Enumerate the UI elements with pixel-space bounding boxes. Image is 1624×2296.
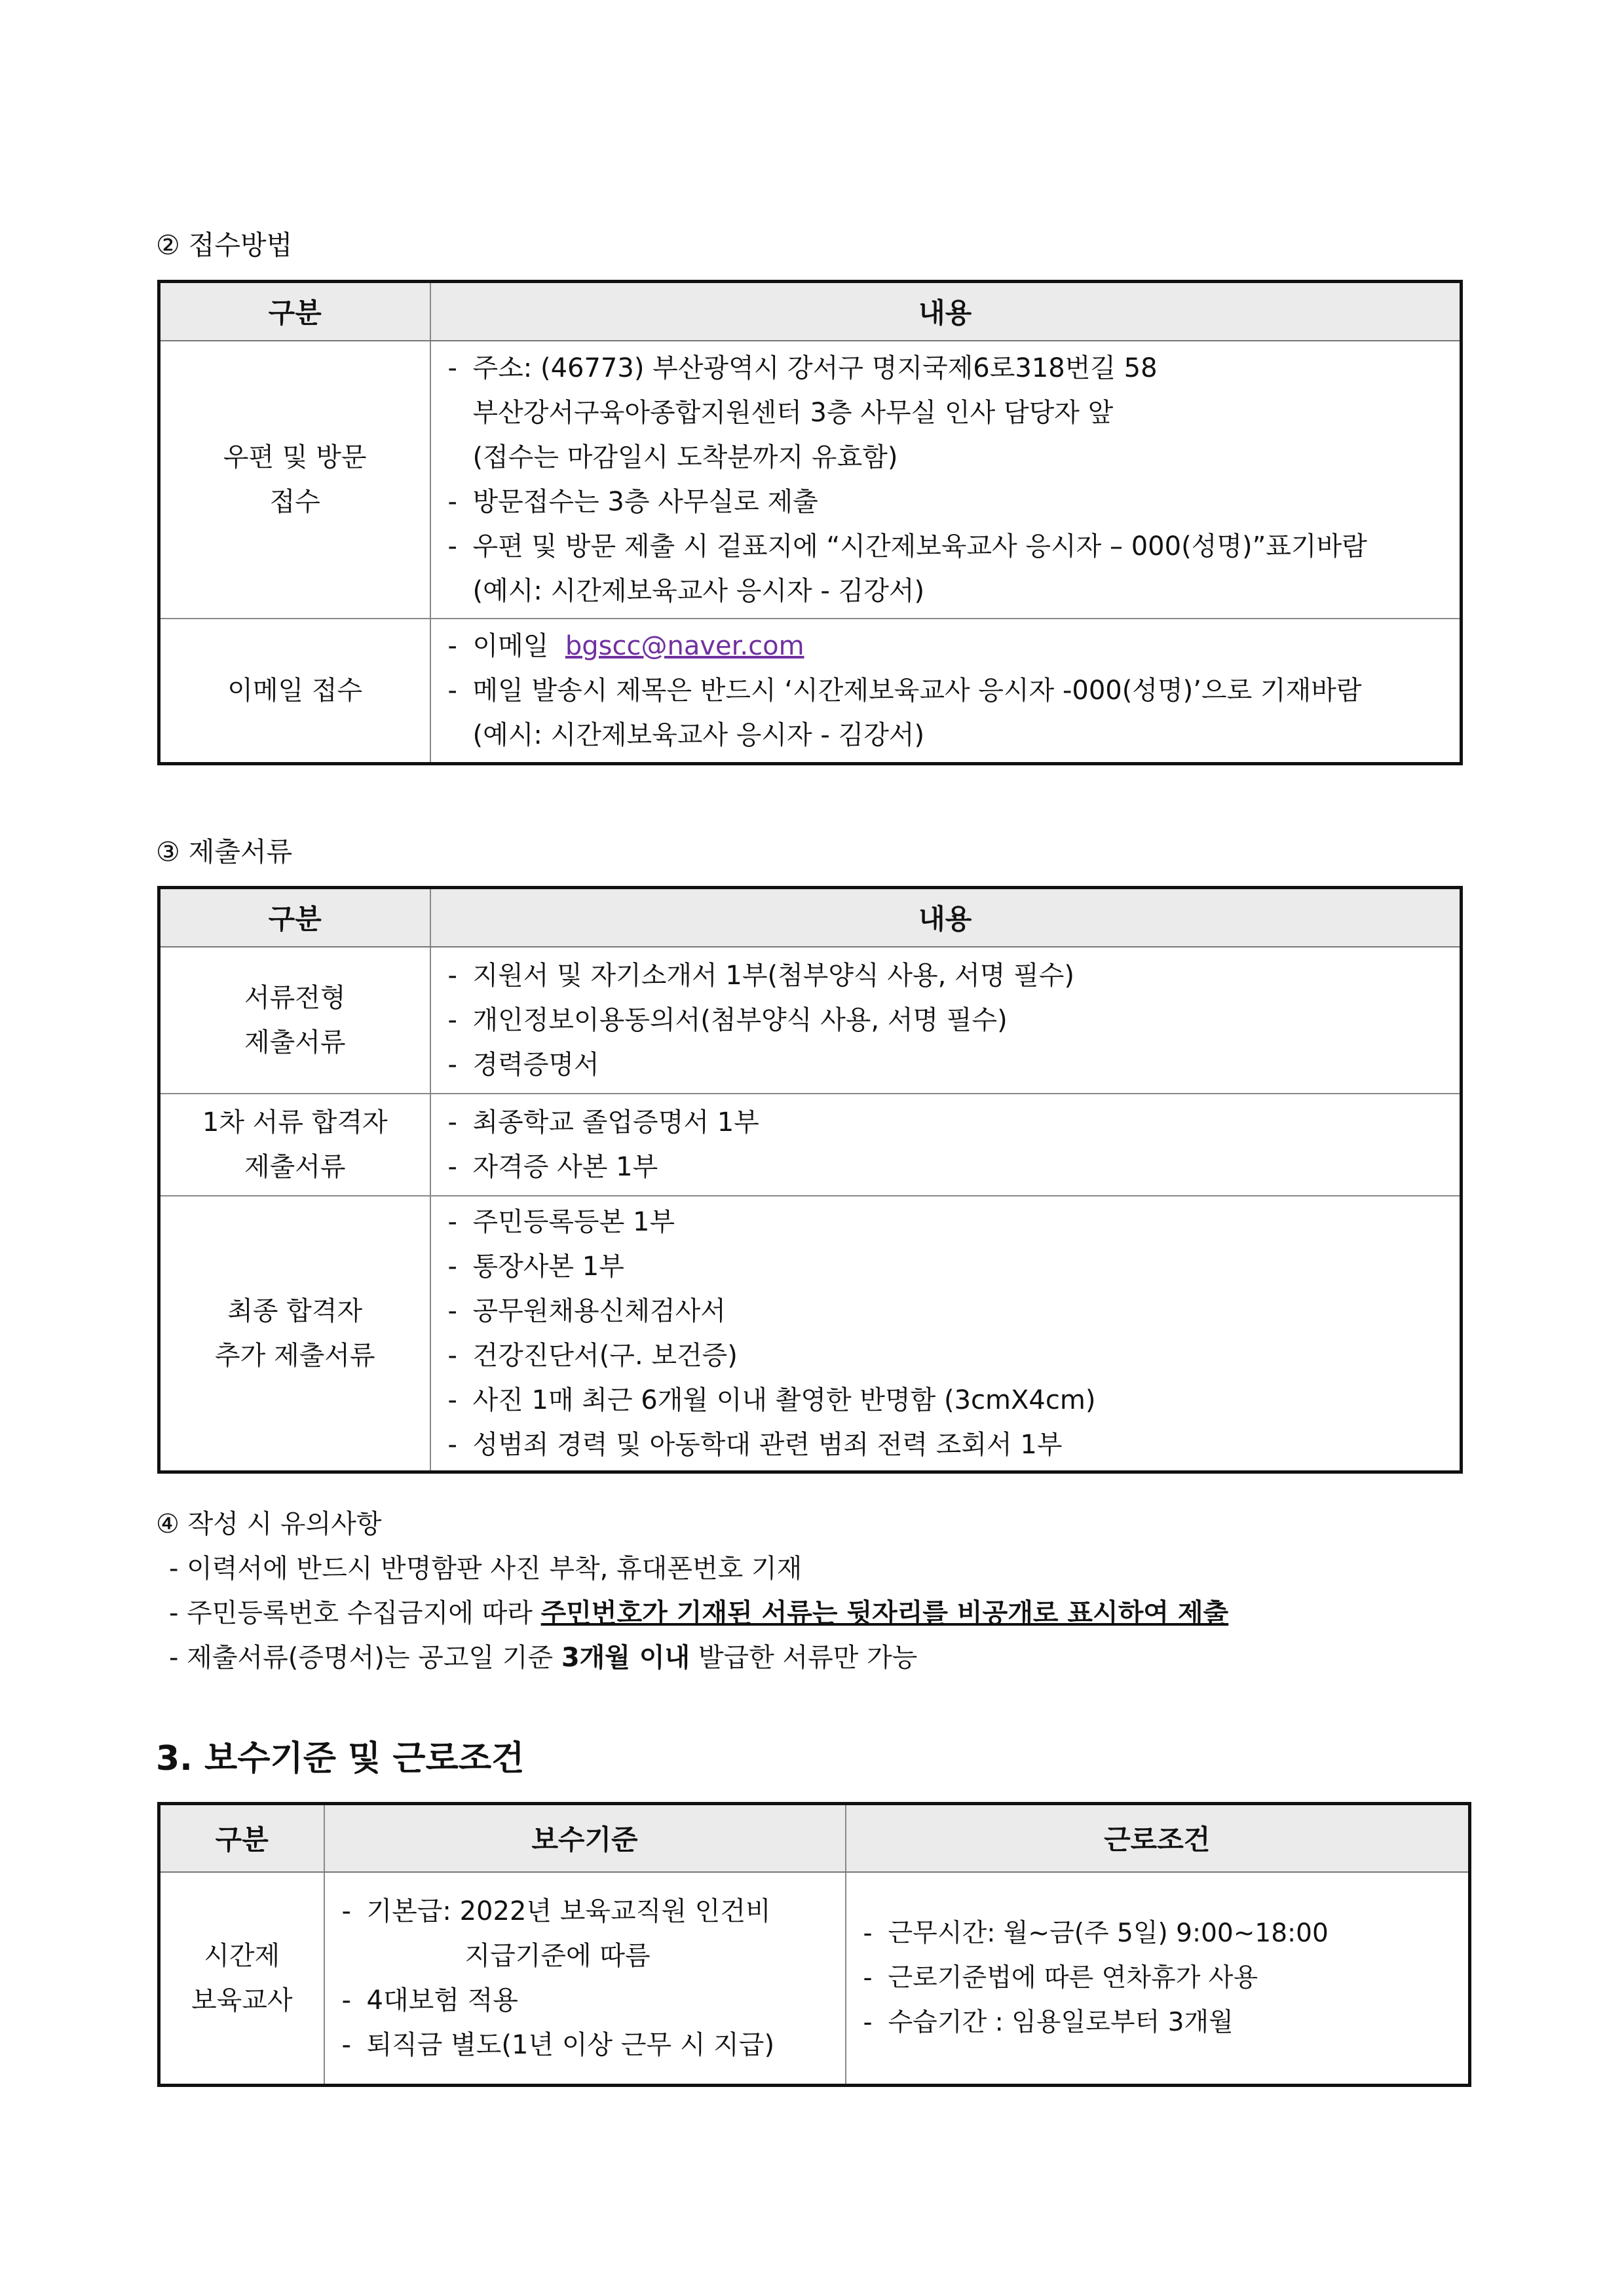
work-cell [846, 1872, 1470, 2086]
section-title-documents: ③ 제출서류 [156, 836, 293, 868]
documents-table [157, 886, 1463, 1474]
list-item: - 개인정보이용동의서(첨부양식 사용, 서명 필수) [447, 1004, 1008, 1035]
header-category: 구분 [159, 282, 430, 341]
pay-cell [324, 1872, 846, 2086]
category-line: 이메일 접수 [227, 675, 363, 706]
content-cell [430, 341, 1462, 619]
list-item: - 경력증명서 [447, 1049, 599, 1080]
list-item: - 방문접수는 3층 사무실로 제출 [447, 486, 818, 517]
list-item: (접수는 마감일시 도착분까지 유효함) [472, 442, 898, 472]
category-line: 보육교사 [191, 1985, 293, 2016]
list-item: - 기본급: 2022년 보육교직원 인건비 [341, 1896, 771, 1926]
header-category: 구분 [159, 888, 430, 947]
section-heading-pay-conditions: 3. 보수기준 및 근로조건 [156, 1739, 525, 1778]
list-item: - 자격증 사본 1부 [447, 1151, 658, 1182]
category-line: 최종 합격자 [227, 1295, 363, 1326]
category-line: 추가 제출서류 [214, 1340, 375, 1371]
content-cell [430, 1094, 1462, 1196]
list-item: - 메일 발송시 제목은 반드시 ‘시간제보육교사 응시자 -000(성명)’으로 기재바람 [447, 675, 1362, 706]
list-item: (예시: 시간제보육교사 응시자 - 김강서) [472, 575, 925, 606]
list-item: - 퇴직금 별도(1년 이상 근무 시 지급) [341, 2029, 775, 2060]
category-cell [159, 1196, 430, 1472]
list-item: 부산강서구육아종합지원센터 3층 사무실 인사 담당자 앞 [472, 397, 1114, 428]
list-item: 지급기준에 따름 [464, 1940, 651, 1971]
list-item: - 우편 및 방문 제출 시 겉표지에 “시간제보육교사 응시자 – 000(성명)”표기바람 [447, 531, 1367, 562]
header-category: 구분 [159, 1804, 324, 1872]
header-pay: 보수기준 [324, 1804, 846, 1872]
category-cell [159, 1094, 430, 1196]
list-item: - 공무원채용신체검사서 [447, 1295, 726, 1326]
category-cell [159, 341, 430, 619]
category-line: 서류전형 [244, 982, 346, 1013]
header-content: 내용 [430, 888, 1462, 947]
category-cell [159, 947, 430, 1094]
list-item: - 주소: (46773) 부산광역시 강서구 명지국제6로318번길 58 [447, 353, 1158, 383]
list-item: - 건강진단서(구. 보건증) [447, 1340, 738, 1371]
category-line: 1차 서류 합격자 [202, 1107, 388, 1138]
emphasis-text: 3개월 이내 [561, 1643, 690, 1673]
content-cell [430, 1196, 1462, 1472]
note-item: - 이력서에 반드시 반명함판 사진 부착, 휴대폰번호 기재 [169, 1554, 803, 1584]
category-line: 제출서류 [244, 1151, 346, 1182]
list-item: - 최종학교 졸업증명서 1부 [447, 1107, 759, 1138]
emphasis-text: 주민번호가 기재된 서류는 뒷자리를 비공개로 표시하여 제출 [540, 1598, 1229, 1628]
content-cell [430, 619, 1462, 764]
submission-method-table [157, 280, 1463, 765]
category-line: 우편 및 방문 [223, 442, 367, 472]
category-cell [159, 1872, 324, 2086]
list-item: - 성범죄 경력 및 아동학대 관련 범죄 전력 조회서 1부 [447, 1429, 1063, 1460]
list-item: - 주민등록등본 1부 [447, 1206, 675, 1237]
writing-notes [156, 1502, 1228, 1680]
list-item: - 지원서 및 자기소개서 1부(첨부양식 사용, 서명 필수) [447, 960, 1074, 991]
list-item: - 근로기준법에 따른 연차휴가 사용 [863, 1962, 1258, 1993]
header-work: 근로조건 [846, 1804, 1470, 1872]
notes-title: ④ 작성 시 유의사항 [156, 1509, 382, 1539]
list-item: - 사진 1매 최근 6개월 이내 촬영한 반명함 (3cmX4cm) [447, 1385, 1096, 1415]
note-item: - 주민등록번호 수집금지에 따라 주민번호가 기재된 서류는 뒷자리를 비공개로 표시하여 제출 [169, 1598, 1229, 1628]
category-line: 시간제 [204, 1940, 280, 1971]
section-title-submission-method: ② 접수방법 [156, 229, 293, 261]
pay-conditions-table [157, 1802, 1471, 2087]
email-link[interactable]: bgscc@naver.com [565, 630, 804, 661]
list-item: (예시: 시간제보육교사 응시자 - 김강서) [472, 719, 925, 750]
list-item: - 이메일 bgscc@naver.com [447, 630, 804, 661]
list-item: - 통장사본 1부 [447, 1251, 624, 1282]
list-item: - 수습기간 : 임용일로부터 3개월 [863, 2007, 1234, 2037]
note-item: - 제출서류(증명서)는 공고일 기준 3개월 이내 발급한 서류만 가능 [169, 1643, 918, 1673]
header-content: 내용 [430, 282, 1462, 341]
category-line: 제출서류 [244, 1027, 346, 1058]
category-line: 접수 [269, 486, 320, 517]
category-cell [159, 619, 430, 764]
list-item: - 4대보험 적용 [341, 1985, 518, 2016]
content-cell [430, 947, 1462, 1094]
list-item: - 근무시간: 월~금(주 5일) 9:00~18:00 [863, 1918, 1329, 1948]
